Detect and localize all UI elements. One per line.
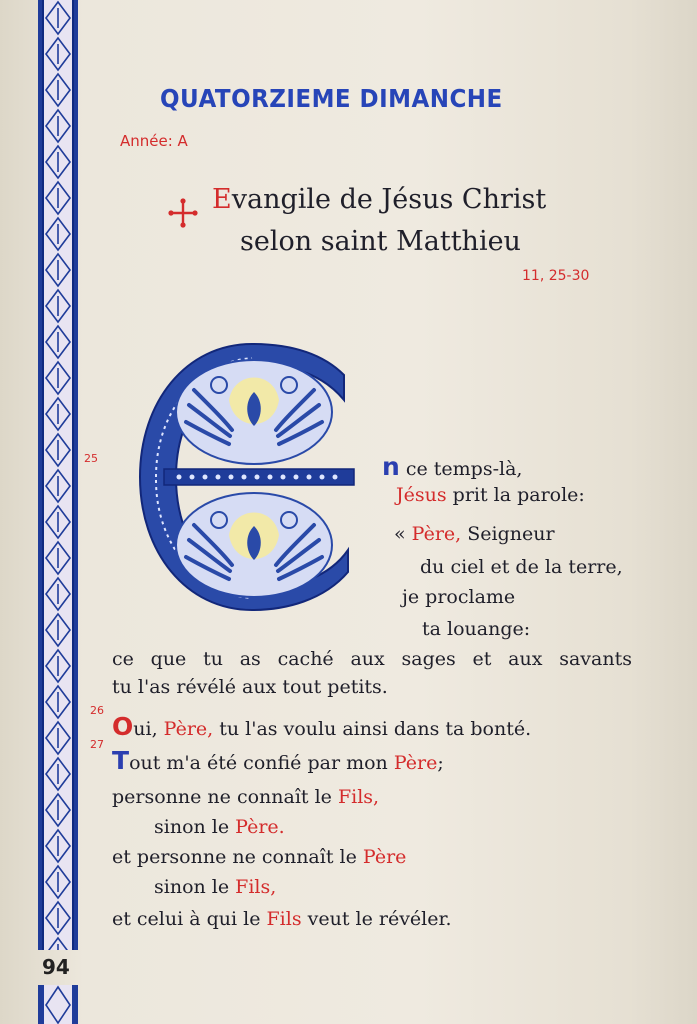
word-pere: Père, [163, 718, 214, 740]
gospel-heading-line1 [212, 184, 546, 215]
text-line-10 [112, 746, 444, 775]
text-line-8: tu l'as révélé aux tout petits. [112, 676, 388, 698]
word-fils: Fils, [235, 876, 277, 898]
open-quote: « [394, 523, 406, 545]
verse-number-26: 26 [90, 704, 104, 717]
verse-number-25: 25 [84, 452, 98, 465]
text-line-11 [112, 786, 379, 808]
word-jesus: Jésus [396, 484, 447, 506]
text-line-1-rest: ce temps-là, [405, 458, 523, 480]
word-pere: Père, [411, 523, 462, 545]
gospel-heading-text: vangile de Jésus Christ [231, 184, 547, 215]
text-line-15 [112, 908, 452, 930]
text-line-7: ce que tu as caché aux sages et aux savants [112, 648, 632, 670]
gospel-heading-line2: selon saint Matthieu [240, 226, 521, 257]
word-fils: Fils [266, 908, 302, 930]
text-line-6: ta louange: [422, 618, 531, 640]
verse-number-27: 27 [90, 738, 104, 751]
drop-letter-t: T [112, 746, 130, 775]
gospel-initial: E [212, 184, 232, 215]
liturgical-year: Année: A [120, 132, 188, 150]
text-line-2 [396, 484, 585, 506]
text-line-11-a: personne ne connaît le [112, 786, 332, 808]
text-line-15-rest: veut le révéler. [307, 908, 452, 930]
text-line-15-a: et celui à qui le [112, 908, 261, 930]
text-line-4: du ciel et de la terre, [420, 556, 623, 578]
text-line-1 [382, 452, 522, 481]
text-line-5: je proclame [402, 586, 516, 608]
text-line-12 [154, 816, 285, 838]
text-line-9-rest: tu l'as voulu ainsi dans ta bonté. [219, 718, 532, 740]
drop-letter-o: O [112, 712, 134, 741]
cross-icon [168, 198, 198, 228]
page-number: 94 [42, 955, 70, 979]
text-line-2-rest: prit la parole: [452, 484, 585, 506]
scripture-reference: 11, 25-30 [522, 268, 590, 284]
decorative-border-bottom [38, 985, 78, 1024]
word-pere: Père. [235, 816, 285, 838]
page-title: QUATORZIEME DIMANCHE [160, 84, 503, 113]
word-pere: Père [393, 752, 438, 774]
illuminated-initial-e [134, 340, 364, 615]
drop-letter-n: n [382, 452, 400, 481]
text-line-12-a: sinon le [154, 816, 230, 838]
text-line-3-rest: Seigneur [467, 523, 555, 545]
word-pere: Père [362, 846, 407, 868]
decorative-border [38, 0, 78, 950]
text-line-13-a: et personne ne connaît le [112, 846, 357, 868]
text-line-13 [112, 846, 406, 868]
semicolon: ; [437, 752, 444, 774]
text-line-9 [112, 712, 531, 741]
text-line-14 [154, 876, 276, 898]
text-line-10-a: out m'a été confié par mon [129, 752, 388, 774]
text-line-9-a: ui, [133, 718, 158, 740]
text-line-3 [394, 523, 555, 545]
word-fils: Fils, [337, 786, 380, 808]
text-line-14-a: sinon le [154, 876, 230, 898]
